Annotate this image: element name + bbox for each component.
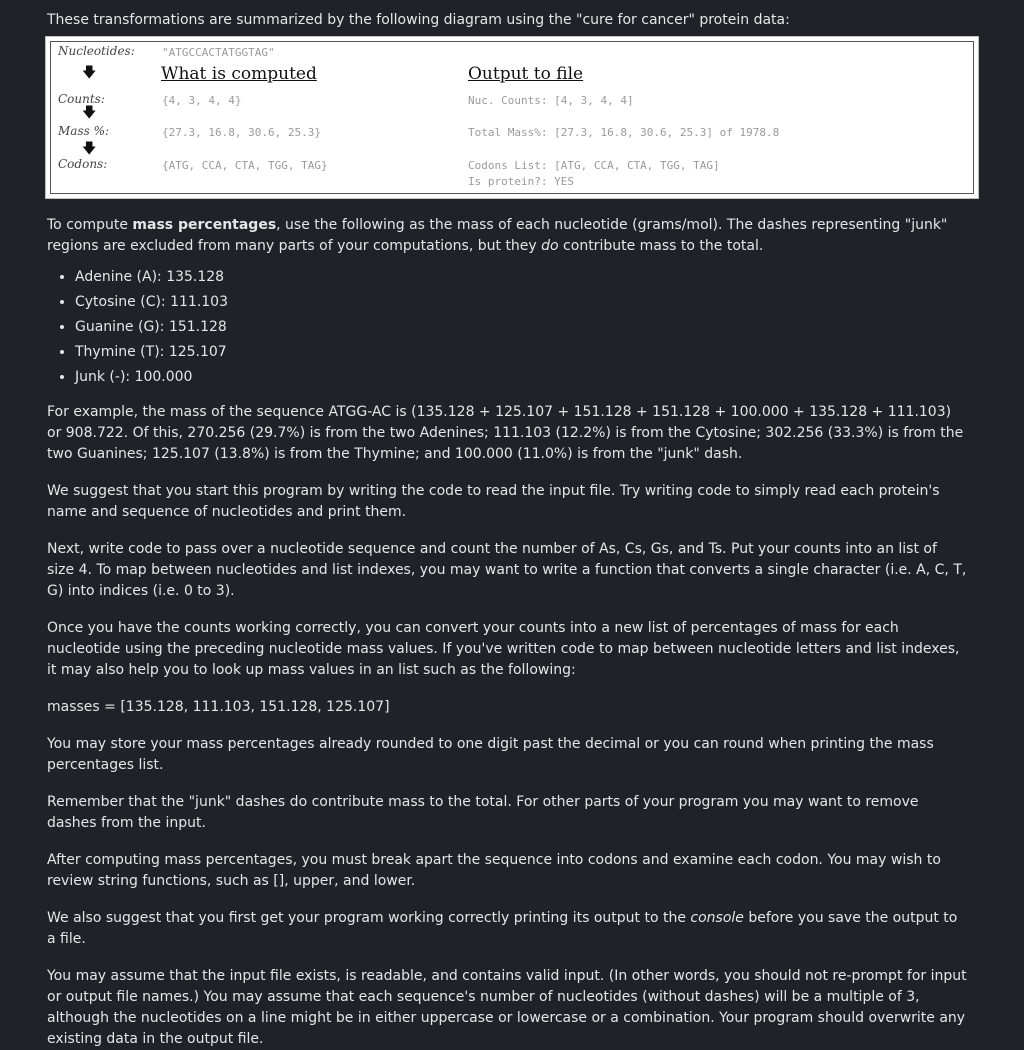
output-codons: Codons List: [ATG, CCA, CTA, TGG, TAG] <box>468 159 720 172</box>
list-item: • Guanine (G): 151.128 <box>75 317 967 338</box>
label-mass: Mass %: <box>58 124 110 138</box>
after-paragraph: After computing mass percentages, you must break apart the sequence into codons and examine each codon. You may wish to review string functions, such as [], upper, and lower. <box>47 852 941 889</box>
list-item: • Junk (-): 100.000 <box>75 367 967 388</box>
label-nucleotides: Nucleotides: <box>58 44 135 58</box>
suggest-paragraph: We suggest that you start this program by writing the code to read the input file. Try writing code to simply read each protein's name and sequence of nucleotides and print them. <box>47 483 940 520</box>
list-item: • Thymine (T): 125.107 <box>75 342 967 363</box>
assignment-content <box>47 10 967 1050</box>
computed-mass: {27.3, 16.8, 30.6, 25.3} <box>162 126 321 139</box>
column-head-computed: What is computed <box>161 64 317 84</box>
mass-percentages-term: mass percentages <box>132 217 277 233</box>
console-paragraph: We also suggest that you first get your program working correctly printing its output to the console before you save the output to a file. <box>47 910 958 947</box>
console-emphasis: console <box>690 910 744 926</box>
computed-counts: {4, 3, 4, 4} <box>162 94 242 107</box>
label-codons: Codons: <box>58 157 108 171</box>
arrow-down-icon: 🡇 <box>82 141 97 157</box>
mass-percentages-paragraph: To compute mass percentages, use the following as the mass of each nucleotide (grams/mol). The dashes representing "junk" regions are excluded from many parts of your computations, but they do contribute mass to the total. <box>47 217 948 254</box>
nucleotide-mass-list <box>47 267 967 388</box>
column-head-output: Output to file <box>468 64 584 84</box>
remember-paragraph: Remember that the "junk" dashes do contribute mass to the total. For other parts of your program you may want to remove dashes from the input. <box>47 794 919 831</box>
diagram-intro: These transformations are summarized by the following diagram using the "cure for cancer" protein data: <box>47 12 790 28</box>
output-mass: Total Mass%: [27.3, 16.8, 30.6, 25.3] of 1978.8 <box>468 126 780 139</box>
next-paragraph: Next, write code to pass over a nucleotide sequence and count the number of As, Cs, Gs, and Ts. Put your counts into an list of size 4. To map between nucleotides and list indexes, you may want to write a function that converts a single character (i.e. A, C, T, G) into indices (i.e. 0 to 3). <box>47 541 967 599</box>
label-counts: Counts: <box>58 92 105 106</box>
example-paragraph: For example, the mass of the sequence ATGG-AC is (135.128 + 125.107 + 151.128 + 151.128 + 100.000 + 135.128 + 111.103) or 908.722. Of this, 270.256 (29.7%) is from the two Adenines; 111.103 (12.2%) is from the Cytosine; 302.256 (33.3%) is from the two Guanines; 125.107 (13.8%) is from the Thymine; and 100.000 (11.0%) is from the "junk" dash. <box>47 404 964 462</box>
nucleotides-value: "ATGCCACTATGGTAG" <box>162 46 275 59</box>
assume-paragraph: You may assume that the input file exists, is readable, and contains valid input. (In other words, you should not re-prompt for input or output file names.) You may assume that each sequence's number of nucleotides (without dashes) will be a multiple of 3, although the nucleotides on a line might be in either uppercase or lowercase or a combination. Your program should overwrite any existing data in the output file. <box>47 968 967 1047</box>
transformation-diagram <box>45 36 979 199</box>
output-counts: Nuc. Counts: [4, 3, 4, 4] <box>468 94 634 107</box>
arrow-down-icon: 🡇 <box>82 105 97 121</box>
masses-code-line: masses = [135.128, 111.103, 151.128, 125.107] <box>47 699 390 715</box>
list-item: • Cytosine (C): 111.103 <box>75 292 967 313</box>
do-emphasis: do <box>541 238 559 254</box>
list-item: • Adenine (A): 135.128 <box>75 267 967 288</box>
arrow-down-icon: 🡇 <box>82 65 97 81</box>
once-paragraph: Once you have the counts working correctly, you can convert your counts into a new list of percentages of mass for each nucleotide using the preceding nucleotide mass values. If you've written code to map between nucleotide letters and list indexes, it may also help you to look up mass values in an list such as the following: <box>47 620 960 678</box>
computed-codons: {ATG, CCA, CTA, TGG, TAG} <box>162 159 328 172</box>
store-paragraph: You may store your mass percentages already rounded to one digit past the decimal or you can round when printing the mass percentages list. <box>47 736 934 773</box>
output-protein: Is protein?: YES <box>468 175 574 188</box>
